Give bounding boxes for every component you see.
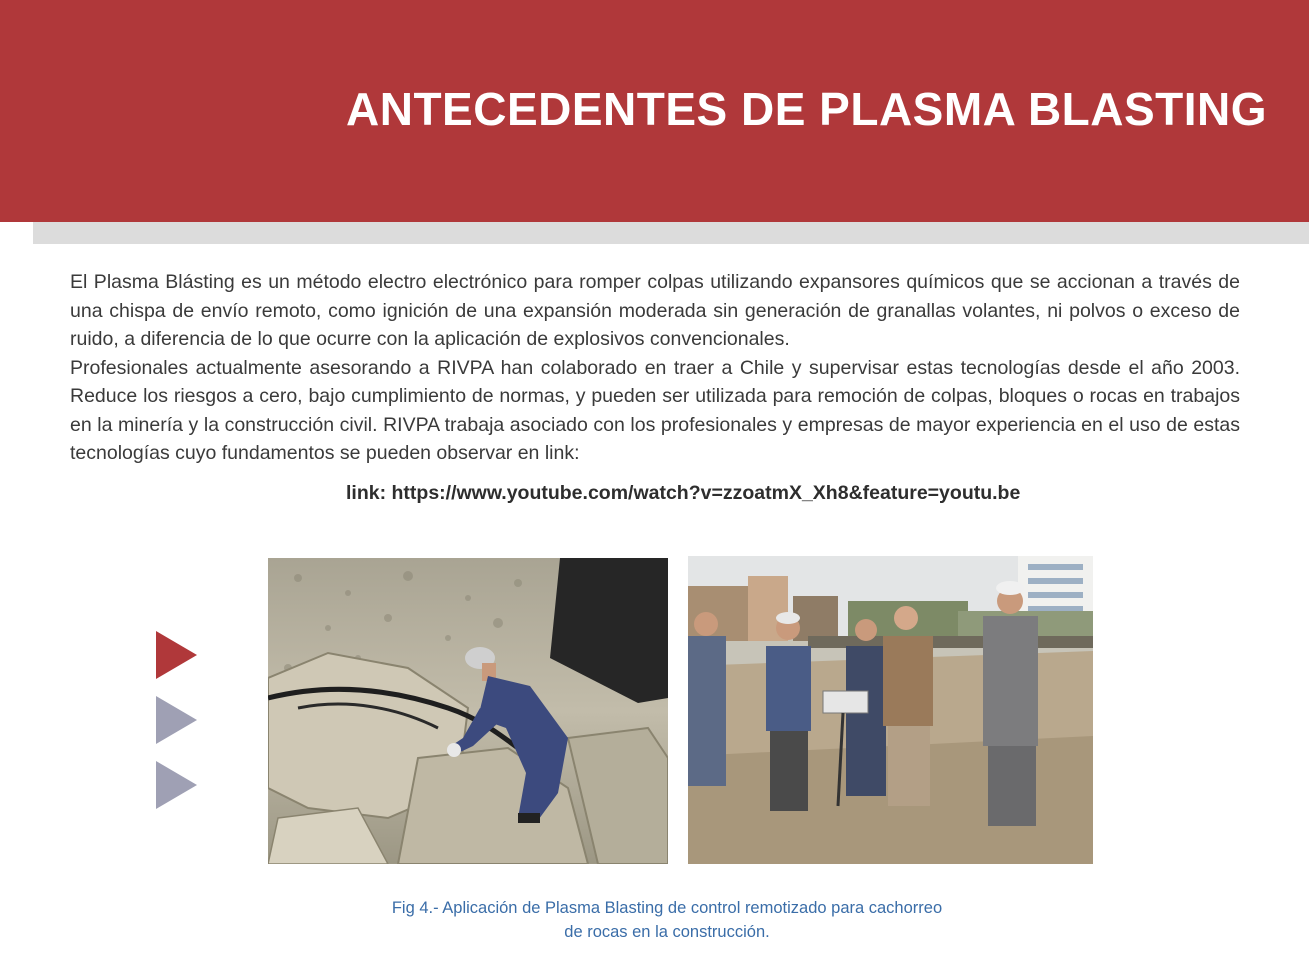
link-prefix: link: (346, 482, 392, 504)
paragraph-intro: El Plasma Blásting es un método electro electrónico para romper colpas utilizando expansores químicos que se accionan a través de una chispa de envío remoto, como ignición de una expansión moderada sin generación de granallas volantes, ni polvos o exceso de ruido, a diferencia de lo que ocurre con la aplicación de explosivos convencionales. (70, 271, 1240, 350)
paragraph-professionals: Profesionales actualmente asesorando a RIVPA han colaborado en traer a Chile y supervisar estas tecnologías desde el año 2003. Reduce los riesgos a cero, bajo cumplimiento de normas, y pueden ser utilizada para remoción de colpas, bloques o rocas en trabajos en la minería y la construcción civil. RIVPA trabaja asociado con los profesionales y empresas de mayor experiencia en el uso de estas tecnologías cuyo fundamentos se pueden observar en link: (70, 356, 1240, 464)
page-title: ANTECEDENTES DE PLASMA BLASTING (346, 83, 1268, 135)
video-link[interactable]: https://www.youtube.com/watch?v=zzoatmX_Xh8&feature=youtu.be (391, 482, 1021, 504)
header-divider-band (33, 222, 1309, 244)
figure-caption (330, 896, 1004, 944)
body-text (70, 268, 1240, 468)
photo-worker-drilling-rock (268, 558, 668, 864)
caption-line-1: Fig 4.- Aplicación de Plasma Blasting de control remotizado para cachorreo (391, 899, 943, 917)
arrow-bullet-grey-2 (156, 761, 197, 809)
caption-line-2: de rocas en la construcción. (564, 923, 770, 941)
header-banner (0, 0, 1309, 222)
arrow-bullet-grey-1 (156, 696, 197, 744)
photo-team-construction-site (688, 556, 1093, 864)
video-link-line (346, 482, 1020, 505)
arrow-bullet-red (156, 631, 197, 679)
